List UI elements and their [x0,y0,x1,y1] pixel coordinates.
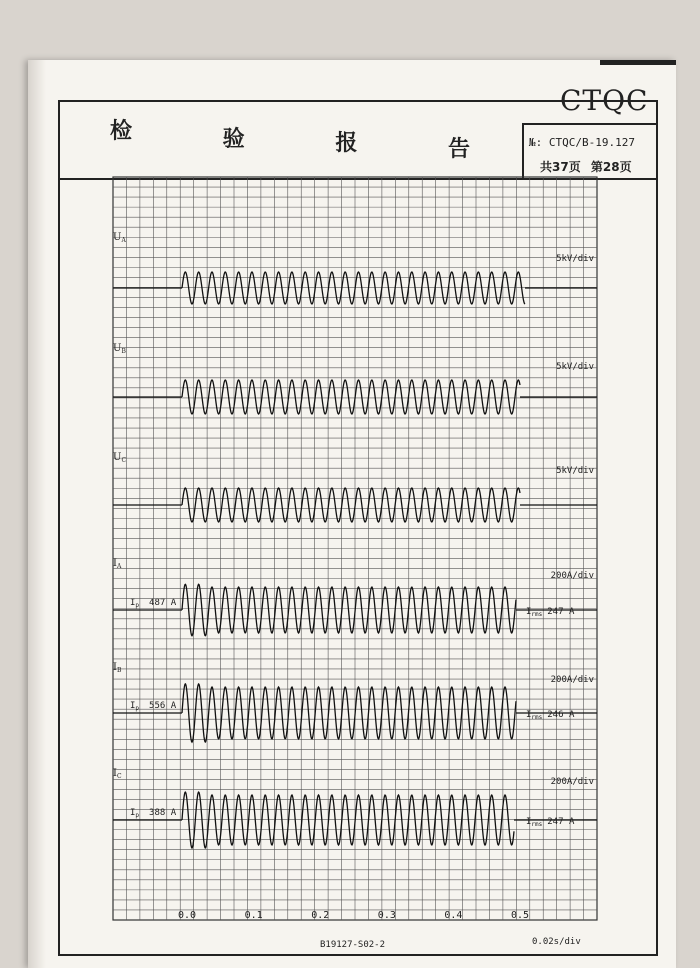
channel-scale-label: 200A/div [550,571,594,581]
peak-current-label: $I_p$ 487 A [130,598,177,609]
channel-waveform [182,380,520,414]
x-tick-label: 0.2 [311,910,330,921]
x-tick-label: 0.3 [377,910,396,921]
channel-scale-label: 200A/div [550,675,594,685]
channel-label: $U_A$ [113,232,126,244]
rms-current-label: $I_{rms}$ 247 A [526,607,575,618]
document-number: №: CTQC/B-19.127 [529,136,635,149]
rms-current-label: $I_{rms}$ 247 A [526,817,575,828]
channel-scale-label: 5kV/div [556,466,594,476]
channel-label: $I_A$ [113,558,122,570]
channel-waveform [182,584,516,635]
channel-label: $U_B$ [113,343,126,355]
title-char-4: 告 [447,136,470,162]
peak-current-label: $I_p$ 388 A [130,808,177,819]
footer-code: B19127-S02-2 [320,940,386,950]
title-char-1: 检 [110,118,133,144]
x-tick-label: 0.0 [178,910,197,921]
channel-waveform [182,272,525,304]
channel-scale-label: 200A/div [550,777,594,787]
channel-label: $I_C$ [113,768,122,780]
channel-label: $U_C$ [113,452,127,464]
page-number: 第28页 [590,160,632,174]
total-pages: 共37页 [540,160,581,174]
x-tick-label: 0.5 [511,910,530,921]
peak-current-label: $I_p$ 556 A [130,701,177,712]
title-char-2: 验 [222,126,245,152]
brand-logo: CTQC [560,84,649,117]
x-tick-label: 0.4 [444,910,463,921]
channel-scale-label: 5kV/div [556,254,594,264]
channel-waveform [182,488,520,522]
title-char-3: 报 [335,130,358,156]
x-tick-label: 0.1 [244,910,263,921]
channel-scale-label: 5kV/div [556,362,594,372]
channel-label: $I_B$ [113,662,122,674]
rms-current-label: $I_{rms}$ 246 A [526,710,575,721]
x-unit-label: 0.02s/div [532,937,581,947]
channel-waveform [182,684,516,742]
